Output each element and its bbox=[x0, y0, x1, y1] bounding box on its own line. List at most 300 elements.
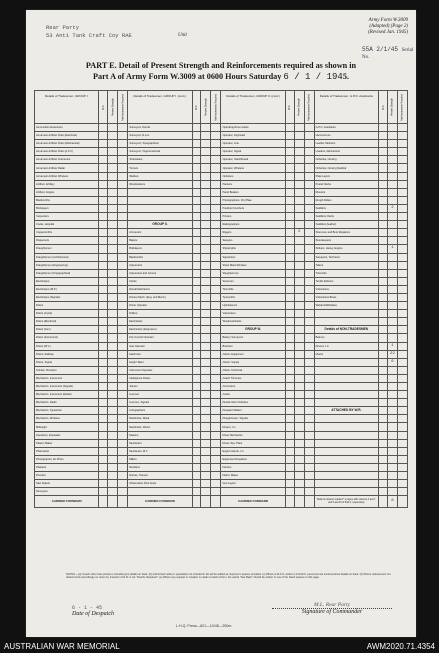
trade-label: Mechanics, Instrument bbox=[35, 374, 99, 382]
trade-label: Storekeepers bbox=[314, 237, 378, 245]
entry-cell bbox=[379, 196, 388, 204]
entry-cell bbox=[118, 132, 128, 140]
entry-cell bbox=[108, 407, 118, 415]
entry-cell bbox=[192, 156, 201, 164]
entry-cell bbox=[192, 148, 201, 156]
entry-cell bbox=[108, 302, 118, 310]
entry-cell bbox=[201, 261, 211, 269]
entry-cell bbox=[99, 188, 108, 196]
entry-cell bbox=[387, 391, 397, 399]
trade-label: Hammermen bbox=[314, 132, 378, 140]
entry-cell bbox=[99, 261, 108, 269]
trade-label: Orderlies, Nursing bbox=[314, 156, 378, 164]
entry-cell bbox=[304, 156, 314, 164]
entry-cell bbox=[294, 391, 304, 399]
entry-cell bbox=[201, 358, 211, 366]
trade-label: Tailors bbox=[314, 261, 378, 269]
title-line-1: PART E. Detail of Present Strength and Reinforcements required as shown in bbox=[85, 61, 357, 70]
col-header-present: Present Strength bbox=[108, 91, 118, 124]
entry-cell bbox=[108, 447, 118, 455]
entry-cell bbox=[192, 237, 201, 245]
table-row bbox=[35, 140, 408, 148]
entry-cell bbox=[118, 383, 128, 391]
entry-cell bbox=[285, 172, 294, 180]
col-header-wr: W.R. bbox=[379, 91, 388, 124]
trade-label: Millwright bbox=[35, 423, 99, 431]
entry-cell bbox=[397, 285, 407, 293]
entry-cell bbox=[192, 164, 201, 172]
entry-cell bbox=[379, 156, 388, 164]
entry-cell bbox=[118, 172, 128, 180]
entry-cell bbox=[304, 374, 314, 382]
entry-cell bbox=[304, 407, 314, 415]
entry-cell bbox=[211, 269, 221, 277]
trade-label: ATTACHED BY W.R. bbox=[314, 407, 378, 415]
entry-cell bbox=[294, 439, 304, 447]
entry-cell bbox=[387, 407, 397, 415]
entry-cell bbox=[397, 188, 407, 196]
trade-label: Textile Refiners bbox=[314, 277, 378, 285]
present-strength-mark: 2 bbox=[294, 229, 304, 237]
entry-cell bbox=[387, 488, 397, 496]
entry-cell bbox=[304, 488, 314, 496]
entry-cell bbox=[99, 391, 108, 399]
entry-cell bbox=[397, 253, 407, 261]
entry-cell bbox=[285, 221, 294, 229]
table-header-row bbox=[35, 91, 408, 124]
entry-cell bbox=[285, 326, 294, 334]
entry-cell bbox=[211, 237, 221, 245]
table-row bbox=[35, 245, 408, 253]
trade-label: Armament Artificer Fitter (A.F.V.) bbox=[35, 148, 99, 156]
entry-cell bbox=[108, 124, 118, 132]
entry-cell bbox=[304, 229, 314, 237]
form-revised: (Revised Jan. 1945) bbox=[368, 30, 408, 35]
entry-cell bbox=[294, 172, 304, 180]
entry-cell bbox=[304, 237, 314, 245]
entry-cell bbox=[387, 439, 397, 447]
entry-cell bbox=[294, 204, 304, 212]
entry-cell bbox=[294, 156, 304, 164]
entry-cell bbox=[201, 293, 211, 301]
entry-cell bbox=[99, 302, 108, 310]
entry-cell bbox=[108, 423, 118, 431]
entry-cell bbox=[294, 415, 304, 423]
entry-cell bbox=[192, 391, 201, 399]
entry-cell bbox=[294, 269, 304, 277]
serial-label: Serial No. bbox=[362, 48, 414, 60]
entry-cell bbox=[201, 480, 211, 488]
trade-label bbox=[128, 213, 192, 221]
trade-label: Moulders bbox=[128, 463, 192, 471]
entry-cell bbox=[211, 480, 221, 488]
entry-cell bbox=[285, 488, 294, 496]
entry-cell bbox=[379, 415, 388, 423]
entry-cell bbox=[285, 366, 294, 374]
entry-cell bbox=[397, 350, 407, 358]
entry-cell bbox=[201, 285, 211, 293]
entry-cell bbox=[192, 261, 201, 269]
entry-cell bbox=[387, 221, 397, 229]
entry-cell bbox=[379, 229, 388, 237]
entry-cell bbox=[304, 140, 314, 148]
trade-label: Toolmakers bbox=[128, 156, 192, 164]
trade-label: Armament Artificer Fitter (Electrical) bbox=[35, 132, 99, 140]
trade-label: Electricians (Engineers) bbox=[128, 326, 192, 334]
trade-label: Mechanics, Instrument (Signals) bbox=[35, 383, 99, 391]
entry-cell bbox=[379, 172, 388, 180]
entry-cell bbox=[379, 221, 388, 229]
entry-cell bbox=[201, 277, 211, 285]
entry-cell bbox=[108, 188, 118, 196]
trade-label: Fitters, Signal bbox=[35, 358, 99, 366]
entry-cell bbox=[99, 463, 108, 471]
table-row bbox=[35, 439, 408, 447]
trade-label: Pattern Maker bbox=[35, 439, 99, 447]
trade-label: Despatch Riders bbox=[221, 407, 285, 415]
table-row bbox=[35, 358, 408, 366]
entry-cell bbox=[99, 140, 108, 148]
trade-label: Drivers-Mech. (Eng. and Mech.) bbox=[128, 293, 192, 301]
entry-cell bbox=[379, 334, 388, 342]
entry-cell bbox=[379, 164, 388, 172]
entry-cell bbox=[397, 334, 407, 342]
entry-cell bbox=[108, 140, 118, 148]
trade-label: Bricklayers bbox=[128, 245, 192, 253]
entry-cell bbox=[397, 391, 407, 399]
entry-cell bbox=[397, 310, 407, 318]
entry-cell bbox=[192, 415, 201, 423]
entry-cell bbox=[397, 269, 407, 277]
entry-cell bbox=[108, 326, 118, 334]
entry-cell bbox=[379, 326, 388, 334]
table-row bbox=[35, 132, 408, 140]
entry-cell bbox=[285, 407, 294, 415]
trade-label: Operator, Line bbox=[221, 140, 285, 148]
trade-label: Driver Mechanics bbox=[221, 431, 285, 439]
entry-cell bbox=[211, 253, 221, 261]
entry-cell bbox=[211, 326, 221, 334]
entry-cell bbox=[99, 310, 108, 318]
entry-cell bbox=[99, 423, 108, 431]
entry-cell bbox=[304, 383, 314, 391]
trade-label: Armament Artificer Fitter (Mechanical) bbox=[35, 140, 99, 148]
trade-label: Radiographers bbox=[221, 221, 285, 229]
trade-label: Draughtsmen (Architectural) bbox=[35, 253, 99, 261]
trade-label: Concreters bbox=[221, 383, 285, 391]
entry-cell bbox=[118, 253, 128, 261]
entry-cell bbox=[118, 455, 128, 463]
entry-cell bbox=[211, 285, 221, 293]
entry-cell bbox=[201, 229, 211, 237]
entry-cell bbox=[192, 229, 201, 237]
entry-cell bbox=[99, 164, 108, 172]
entry-cell bbox=[211, 447, 221, 455]
entry-cell bbox=[379, 237, 388, 245]
entry-cell bbox=[397, 455, 407, 463]
entry-cell bbox=[99, 245, 108, 253]
entry-cell bbox=[304, 439, 314, 447]
trade-label: Clerks, Technical bbox=[221, 366, 285, 374]
entry-cell bbox=[118, 180, 128, 188]
entry-cell bbox=[379, 350, 388, 358]
entry-cell bbox=[211, 350, 221, 358]
entry-cell bbox=[108, 164, 118, 172]
entry-cell bbox=[294, 237, 304, 245]
entry-cell bbox=[285, 463, 294, 471]
entry-cell bbox=[118, 293, 128, 301]
commander-signature: M.L. Rear Party bbox=[272, 602, 392, 609]
trade-label: Artificer, Engine bbox=[35, 188, 99, 196]
entry-cell bbox=[99, 383, 108, 391]
entry-cell bbox=[379, 455, 388, 463]
trade-label: Linemen bbox=[128, 391, 192, 399]
entry-cell bbox=[118, 213, 128, 221]
entry-cell bbox=[285, 253, 294, 261]
entry-cell bbox=[304, 310, 314, 318]
trade-label: Saddlers bbox=[314, 204, 378, 212]
trade-label: Operator, Keyboard bbox=[221, 132, 285, 140]
table-row bbox=[35, 253, 408, 261]
entry-cell bbox=[201, 342, 211, 350]
trade-label: Ammunition Examiners bbox=[35, 124, 99, 132]
col-header-present: Present Strength bbox=[387, 91, 397, 124]
entry-cell bbox=[304, 302, 314, 310]
entry-cell bbox=[294, 310, 304, 318]
entry-cell bbox=[118, 439, 128, 447]
table-row bbox=[35, 407, 408, 415]
entry-cell bbox=[108, 269, 118, 277]
entry-cell bbox=[99, 399, 108, 407]
col-header-group1: Details of Tradesmen. GROUP I. bbox=[35, 91, 99, 124]
trade-label: Electricians bbox=[35, 277, 99, 285]
trade-label: Details of NON-TRADESMEN bbox=[314, 326, 378, 334]
entry-cell bbox=[99, 350, 108, 358]
entry-cell bbox=[294, 488, 304, 496]
entry-cell bbox=[211, 124, 221, 132]
entry-cell bbox=[304, 180, 314, 188]
entry-cell bbox=[294, 293, 304, 301]
entry-cell bbox=[294, 302, 304, 310]
entry-cell bbox=[294, 245, 304, 253]
entry-cell bbox=[211, 261, 221, 269]
trade-label: Armament Artificer Instrument bbox=[35, 156, 99, 164]
trade-label bbox=[128, 196, 192, 204]
entry-cell bbox=[379, 213, 388, 221]
trade-label: Mechanics bbox=[128, 439, 192, 447]
entry-cell bbox=[108, 374, 118, 382]
table-row bbox=[35, 285, 408, 293]
entry-cell bbox=[211, 172, 221, 180]
entry-cell bbox=[108, 204, 118, 212]
entry-cell bbox=[397, 124, 407, 132]
trade-label: Sweepers, Technical bbox=[314, 253, 378, 261]
entry-cell bbox=[118, 148, 128, 156]
entry-cell bbox=[108, 342, 118, 350]
trade-label: Fitters bbox=[35, 302, 99, 310]
title-line-2-text: Part A of Army Form W.3009 at 0600 Hours Saturday bbox=[93, 72, 282, 81]
trade-label: Pharmacist bbox=[35, 447, 99, 455]
entry-cell bbox=[211, 132, 221, 140]
entry-cell bbox=[192, 366, 201, 374]
entry-cell bbox=[304, 391, 314, 399]
trade-label: Driver Operator bbox=[128, 302, 192, 310]
entry-cell bbox=[211, 318, 221, 326]
trade-label: Joiners bbox=[128, 383, 192, 391]
entry-cell bbox=[211, 204, 221, 212]
trade-label bbox=[314, 358, 378, 366]
entry-cell bbox=[211, 140, 221, 148]
entry-cell bbox=[118, 407, 128, 415]
entry-cell bbox=[285, 391, 294, 399]
entry-cell bbox=[285, 245, 294, 253]
trade-label: Operating Room Assts. bbox=[221, 124, 285, 132]
entry-cell bbox=[108, 277, 118, 285]
entry-cell bbox=[397, 302, 407, 310]
entry-cell bbox=[285, 237, 294, 245]
trade-label bbox=[314, 463, 378, 471]
entry-cell bbox=[285, 164, 294, 172]
entry-cell bbox=[118, 488, 128, 496]
table-row bbox=[35, 342, 408, 350]
col-header-required: Reinforcements Required bbox=[118, 91, 128, 124]
entry-cell bbox=[285, 285, 294, 293]
entry-cell bbox=[99, 326, 108, 334]
entry-cell bbox=[108, 172, 118, 180]
entry-cell bbox=[397, 156, 407, 164]
entry-cell bbox=[108, 415, 118, 423]
title-line-2 bbox=[26, 71, 416, 83]
entry-cell bbox=[192, 180, 201, 188]
table-row bbox=[35, 196, 408, 204]
entry-cell bbox=[304, 293, 314, 301]
entry-cell bbox=[99, 342, 108, 350]
entry-cell bbox=[397, 463, 407, 471]
trade-label: Leather Stitchers bbox=[314, 140, 378, 148]
entry-cell bbox=[285, 269, 294, 277]
entry-cell bbox=[201, 488, 211, 496]
entry-cell bbox=[108, 391, 118, 399]
entry-cell bbox=[99, 334, 108, 342]
commander-label: Signature of Commander bbox=[301, 609, 363, 615]
table-row bbox=[35, 261, 408, 269]
entry-cell bbox=[201, 180, 211, 188]
entry-cell bbox=[379, 310, 388, 318]
entry-cell bbox=[379, 140, 388, 148]
entry-cell bbox=[201, 269, 211, 277]
entry-cell bbox=[118, 188, 128, 196]
serial-number bbox=[362, 46, 416, 60]
trade-label: Strikers, Heavy, Engine bbox=[314, 245, 378, 253]
table-row bbox=[35, 415, 408, 423]
present-strength-mark: 1 bbox=[387, 245, 397, 253]
entry-cell bbox=[397, 318, 407, 326]
entry-cell bbox=[285, 358, 294, 366]
entry-cell bbox=[192, 172, 201, 180]
entry-cell bbox=[201, 326, 211, 334]
trade-label: Coach Trimmers bbox=[221, 374, 285, 382]
trade-label: Electricians bbox=[128, 318, 192, 326]
entry-cell bbox=[387, 472, 397, 480]
entry-cell bbox=[304, 350, 314, 358]
table-row bbox=[35, 180, 408, 188]
trade-label bbox=[314, 374, 378, 382]
entry-cell bbox=[192, 439, 201, 447]
entry-cell bbox=[99, 180, 108, 188]
entry-cell bbox=[201, 383, 211, 391]
trade-label bbox=[314, 472, 378, 480]
entry-cell bbox=[99, 447, 108, 455]
trade-label: Sheet Metal Workers bbox=[221, 261, 285, 269]
entry-cell bbox=[211, 277, 221, 285]
entry-cell bbox=[379, 342, 388, 350]
entry-cell bbox=[294, 196, 304, 204]
trade-label: Drillers bbox=[128, 310, 192, 318]
entry-cell bbox=[201, 156, 211, 164]
entry-cell bbox=[118, 285, 128, 293]
trade-label: Artificer, Artillery bbox=[35, 180, 99, 188]
trade-label: Orderlies, Nursing Medical bbox=[314, 164, 378, 172]
entry-cell bbox=[108, 253, 118, 261]
entry-cell bbox=[304, 455, 314, 463]
entry-cell bbox=[304, 447, 314, 455]
entry-cell bbox=[379, 472, 388, 480]
entry-cell bbox=[201, 132, 211, 140]
entry-cell bbox=[99, 318, 108, 326]
entry-cell bbox=[387, 431, 397, 439]
table-row bbox=[35, 447, 408, 455]
trade-label: Cooks, Hospital bbox=[35, 221, 99, 229]
trade-label: Machinists, Metal bbox=[128, 415, 192, 423]
entry-cell bbox=[192, 407, 201, 415]
trade-label: Printers bbox=[221, 213, 285, 221]
table-row bbox=[35, 269, 408, 277]
entry-cell bbox=[294, 366, 304, 374]
totals-note: Totals of columns marked * to agree with columns 4 and 7, and 5 and 16 of Part A. respectively bbox=[314, 496, 378, 508]
entry-cell bbox=[397, 472, 407, 480]
trade-label: Fitters (Instrument) bbox=[35, 334, 99, 342]
entry-cell bbox=[387, 164, 397, 172]
trade-label: Millers bbox=[128, 455, 192, 463]
table-row bbox=[35, 188, 408, 196]
table-row bbox=[35, 472, 408, 480]
entry-cell bbox=[99, 472, 108, 480]
total-present: 8 bbox=[387, 496, 397, 508]
entry-cell bbox=[387, 334, 397, 342]
col-header-required: Reinforcements Required bbox=[211, 91, 221, 124]
table-row bbox=[35, 374, 408, 382]
trade-label: Grinder, Precision bbox=[35, 366, 99, 374]
trade-label: Signwriters bbox=[221, 253, 285, 261]
entry-cell bbox=[304, 124, 314, 132]
trade-label bbox=[314, 488, 378, 496]
entry-cell bbox=[304, 334, 314, 342]
entry-cell bbox=[397, 245, 407, 253]
trade-label: G.P.O. Assistants bbox=[314, 124, 378, 132]
trade-label bbox=[314, 318, 378, 326]
entry-cell bbox=[201, 439, 211, 447]
trade-label: Carpenters bbox=[35, 213, 99, 221]
table-row bbox=[35, 423, 408, 431]
entry-cell bbox=[397, 164, 407, 172]
entry-cell bbox=[192, 188, 201, 196]
entry-cell bbox=[211, 148, 221, 156]
col-header-group2-cont: Details of Tradesmen. GROUP II. (cont.) bbox=[221, 91, 285, 124]
trade-label: Clerks, Equipment bbox=[221, 350, 285, 358]
entry-cell bbox=[108, 431, 118, 439]
entry-cell bbox=[192, 140, 201, 148]
entry-cell bbox=[379, 132, 388, 140]
